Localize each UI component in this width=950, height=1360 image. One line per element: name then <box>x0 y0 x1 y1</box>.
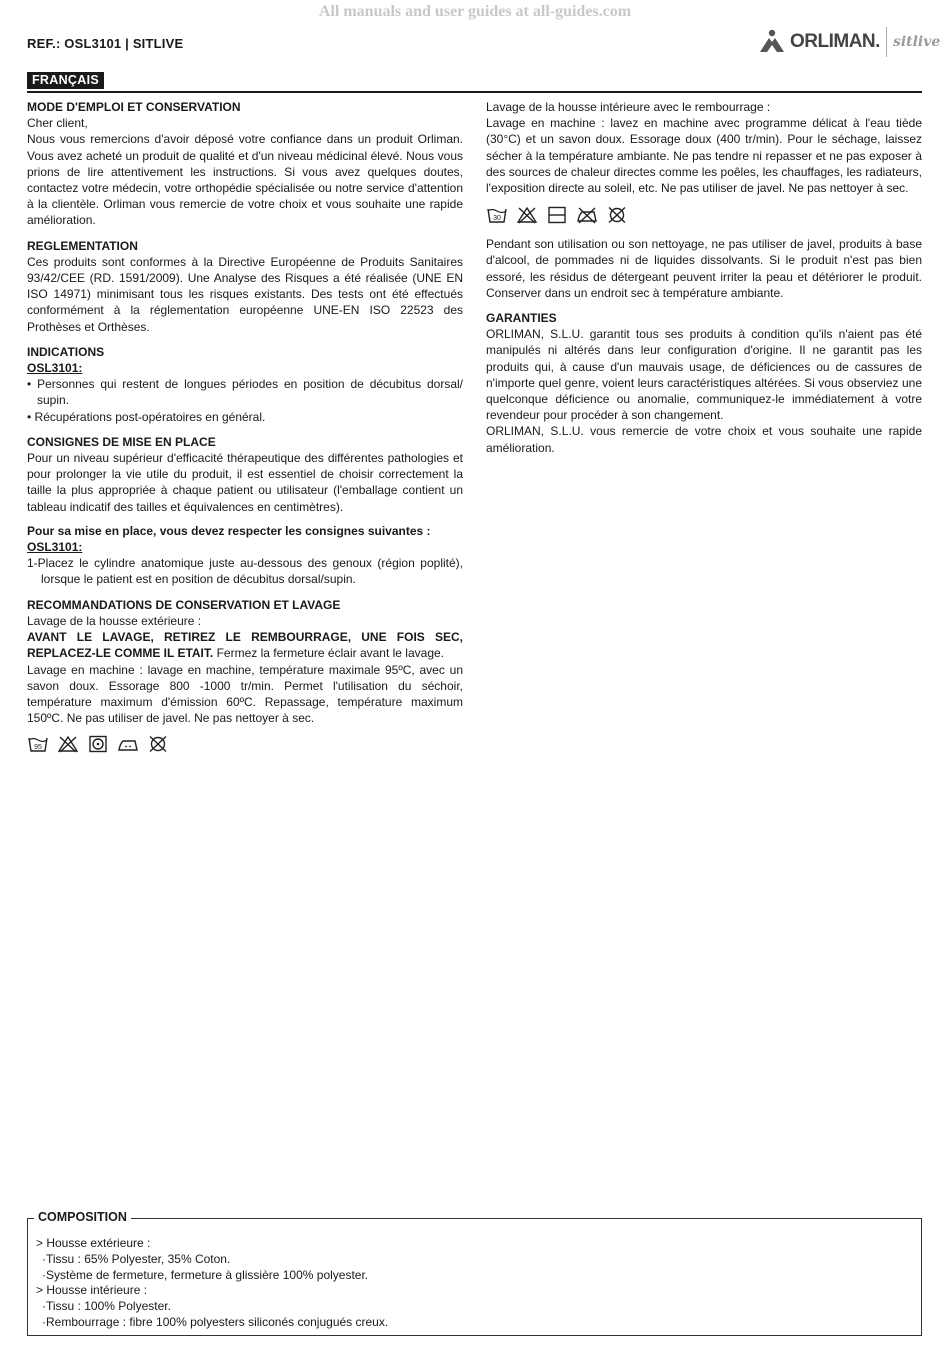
orliman-logo <box>757 24 940 60</box>
wash-warning-bold: AVANT LE LAVAGE, RETIREZ LE REMBOURRAGE, UNE FOIS SEC, REPLACEZ-LE COMME IL ETAIT. <box>27 630 463 661</box>
section-title-usage: MODE D'EMPLOI ET CONSERVATION <box>27 100 241 114</box>
orliman-logo-icon <box>757 28 787 56</box>
no-bleach-icon <box>516 206 538 224</box>
brand-name: ORLIMAN. <box>790 31 880 52</box>
placement-text: Pour un niveau supérieur d'efficacité thérapeutique des différentes pathologies et pour prolonger la vie utile du produit, il est essentiel de choisir correctement la taille la plus appropriée à chaque patient ou utilisateur (l'emballage contient un tableau indicatif des tailles et équivalences en centimètres). <box>27 451 463 514</box>
sub-brand-name: sitlive <box>892 34 941 50</box>
watermark: All manuals and user guides at all-guides.com <box>318 3 632 20</box>
regulation-text: Ces produits sont conformes à la Directive Européenne de Produits Sanitaires 93/42/CEE (RD. 1591/2009). Une Analyse des Risques a été réalisée (UNE EN ISO 14971) minimisant tous les risques existants. Des tests ont été effectués conformément à la réglementation européenne UNE-EN ISO 22523 des Prothèses et Orthèses. <box>27 254 463 334</box>
usage-warning-text: Pendant son utilisation ou son nettoyage, ne pas utiliser de javel, produits à base d'alcool, de pommades ni de liquides dissolvants. Si le produit n'est pas bien essoré, les résidus de détergeant peuvent irriter la peau et détériorer le produit. Conserver dans un endroit sec à température ambiante. <box>486 237 922 300</box>
section-title-placement: CONSIGNES DE MISE EN PLACE <box>27 434 216 449</box>
wash-warning-tail: Fermez la fermeture éclair avant le lavage. <box>213 646 444 661</box>
wash-temp-label: 95 <box>34 744 42 752</box>
product-reference: REF.: OSL3101 | SITLIVE <box>27 36 184 51</box>
wash-warning <box>27 629 463 661</box>
no-dry-clean-icon <box>606 206 628 224</box>
composition-item: > Housse intérieure : <box>36 1283 148 1298</box>
composition-item: ·Tissu : 100% Polyester. <box>42 1299 171 1314</box>
language-bar <box>27 72 922 93</box>
placement-ref: OSL3101: <box>27 540 83 555</box>
outer-care-symbols <box>27 735 463 753</box>
outer-cover-wash-intro: Lavage de la housse extérieure : <box>27 613 202 628</box>
section-title-care: RECOMMANDATIONS DE CONSERVATION ET LAVAGE <box>27 597 341 612</box>
wash-95-icon <box>27 735 49 753</box>
composition-box <box>27 1210 922 1336</box>
logo-divider <box>886 27 887 57</box>
outer-cover-wash-text: Lavage en machine : lavage en machine, température maximale 95ºC, avec un savon doux. Essorage 800 -1000 tr/min. Permet l'utilisation du séchoir, température maximum d'émission 60ºC. Repassage, température maximum 150ºC. Ne pas utiliser de javel. Ne pas nettoyer à sec. <box>27 662 463 726</box>
warranty-thanks: ORLIMAN, S.L.U. vous remercie de votre choix et vous souhaite une rapide amélioration. <box>486 424 922 455</box>
no-bleach-icon <box>57 735 79 753</box>
section-title-warranty: GARANTIES <box>486 311 557 326</box>
right-column <box>486 99 922 456</box>
warranty-text: ORLIMAN, S.L.U. garantit tous ses produits à condition qu'ils n'aient pas été manipulés ni altérés dans leur configuration d'origine. Il ne garantit pas les produits qui, à cause d'un mauvais usage, de déficiences ou de cassures de n'importe quel genre, voient leurs caractéristiques altérées. Si vous observiez une quelconque déficience ou anomalie, communiquez-le immédiatement à votre revendeur pour procéder à son changement. <box>486 327 922 423</box>
tumble-dry-icon <box>87 735 109 753</box>
composition-item: ·Tissu : 65% Polyester, 35% Coton. <box>42 1251 231 1266</box>
section-title-indications: INDICATIONS <box>27 344 105 359</box>
inner-cover-wash-intro: Lavage de la housse intérieure avec le rembourrage : <box>486 100 771 114</box>
left-column <box>27 99 463 755</box>
no-dry-clean-icon <box>147 735 169 753</box>
flat-dry-icon <box>546 206 568 224</box>
indications-ref: OSL3101: <box>27 361 83 376</box>
inner-care-symbols <box>486 206 922 224</box>
composition-item: > Housse extérieure : <box>36 1236 151 1250</box>
iron-icon <box>117 735 139 753</box>
section-title-regulation: REGLEMENTATION <box>27 238 138 253</box>
usage-text: Nous vous remercions d'avoir déposé votre confiance dans un produit Orliman. Vous avez acheté un produit de qualité et d'un niveau médicinal élevé. Nous vous prions de lire attentivement les instructions. Si vous avez quelques doutes, contactez votre médecin, votre orthopédie spécialisée ou notre service d'attention à la clientèle. Orliman vous remercie de votre choix et vous souhaite une rapide amélioration. <box>27 132 463 228</box>
wash-30-icon <box>486 206 508 224</box>
placement-instructions-title: Pour sa mise en place, vous devez respecter les consignes suivantes : <box>27 523 431 538</box>
composition-item: ·Rembourrage : fibre 100% polyesters siliconés conjugués creux. <box>42 1314 389 1329</box>
composition-list <box>36 1236 388 1331</box>
language-tag: FRANÇAIS <box>27 72 104 89</box>
no-iron-icon <box>576 206 598 224</box>
placement-step: 1-Placez le cylindre anatomique juste au-dessous des genoux (région poplité), lorsque le patient est en position de décubitus dorsal/supin. <box>27 556 463 587</box>
wash-temp-label: 30 <box>493 215 501 223</box>
inner-cover-wash-text: Lavage en machine : lavez en machine avec programme délicat à l'eau tiède (30°C) et un savon doux. Essorage doux (400 tr/min). Pour le séchage, laissez sécher à la température ambiante. Ne pas tendre ni repasser et ne pas exposer à des sources de chaleur directes comme les poêles, les chauffages, les radiateurs, l'exposition directe au soleil, etc. Ne pas utiliser de javel. Ne pas nettoyer à sec. <box>486 116 922 196</box>
composition-title: COMPOSITION <box>34 1210 131 1224</box>
greeting: Cher client, <box>27 116 88 131</box>
composition-item: ·Système de fermeture, fermeture à glissière 100% polyester. <box>42 1267 369 1282</box>
indication-item: • Récupérations post-opératoires en général. <box>27 409 266 424</box>
indication-item: • Personnes qui restent de longues périodes en position de décubitus dorsal/ supin. <box>27 377 463 408</box>
